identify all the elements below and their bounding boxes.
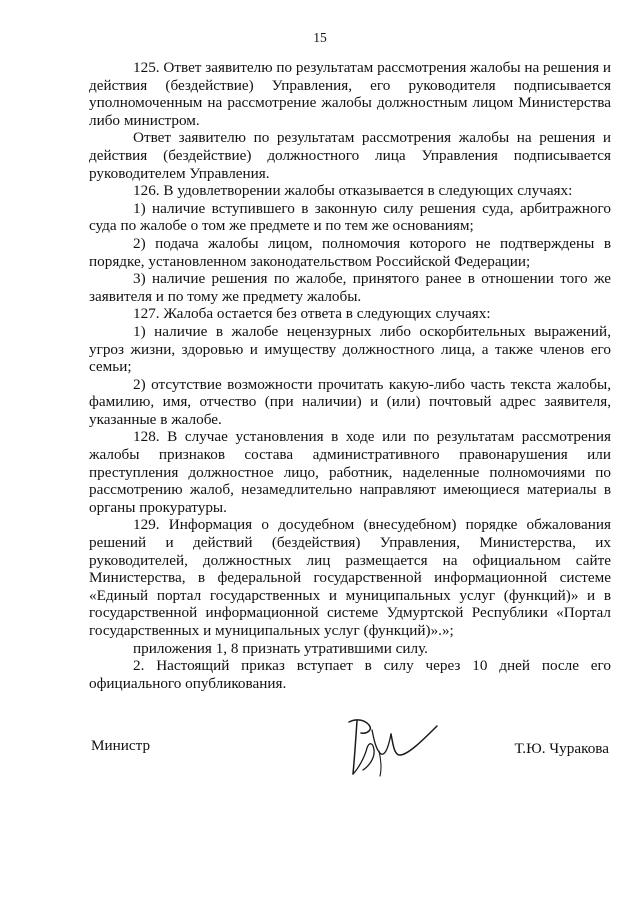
paragraph-126: 126. В удовлетворении жалобы отказывается в следующих случаях: — [133, 182, 573, 200]
signature-stroke — [353, 721, 357, 774]
annex-repeal-clause: приложения 1, 8 признать утратившими силу. — [133, 639, 428, 657]
paragraph-127: 127. Жалоба остается без ответа в следующих случаях: — [133, 305, 491, 323]
paragraph-128: 128. В случае установления в ходе или по результатам рассмотрения жалобы признаков состава административного правонарушения или преступления должностное лицо, работник, наделенные полномочиями по рассмотрению жалоб, незамедлительно направляют имеющиеся материалы в органы прокуратуры. — [89, 428, 611, 516]
page-number: 15 — [313, 30, 327, 45]
paragraph-126-item-2: 2) подача жалобы лицом, полномочия которого не подтверждены в порядке, установленном законодательством Российской Федерации; — [89, 234, 611, 270]
paragraph-126-item-3: 3) наличие решения по жалобе, принятого ранее в отношении того же заявителя и по тому же предмету жалобы. — [89, 270, 611, 305]
signer-name: Т.Ю. Чуракова — [514, 740, 609, 757]
signature-stroke — [349, 720, 370, 733]
handwritten-signature — [339, 710, 443, 784]
document-body — [89, 59, 611, 692]
paragraph-125-official-response: Ответ заявителю по результатам рассмотрения жалобы на решения и действия (бездействие) должностного лица Управления подписывается руководителем Управления. — [89, 129, 611, 182]
signature-stroke — [353, 744, 374, 774]
paragraph-129: 129. Информация о досудебном (внесудебном) порядке обжалования решений и действий (бездействия) Управления, Министерства, их руководителей, должностных лиц размещается на официальном сайте Министерства, в федеральной государственной информационной системе «Единый портал государственных и муниципальных услуг (функций)» и в государственной информационной системе Удмуртской Республики «Портал государственных и муниципальных услуг (функций)».»; — [89, 516, 611, 639]
paragraph-127-item-1: 1) наличие в жалобе нецензурных либо оскорбительных выражений, угроз жизни, здоровью и имуществу должностного лица, а также членов его семьи; — [89, 322, 611, 376]
signature-block — [89, 710, 611, 790]
signature-stroke — [372, 730, 391, 754]
paragraph-126-item-1: 1) наличие вступившего в законную силу решения суда, арбитражного суда по жалобе о том же предмете и по тем же основаниям; — [89, 199, 611, 235]
paragraph-127-item-2: 2) отсутствие возможности прочитать какую-либо часть текста жалобы, фамилию, имя, отчество (при наличии) и (или) почтовый адрес заявителя, указанные в жалобе. — [89, 375, 611, 428]
paragraph-125: 125. Ответ заявителю по результатам рассмотрения жалобы на решения и действия (бездействие) Управления, его руководителя подписывается уполномоченным на рассмотрение жалобы должностным лицом Министерства либо министром. — [89, 59, 611, 129]
signature-stroke — [391, 726, 437, 755]
signer-title: Министр — [91, 737, 151, 754]
signature-stroke — [379, 751, 381, 776]
entry-into-force-clause: 2. Настоящий приказ вступает в силу через 10 дней после его официального опубликования. — [89, 657, 611, 692]
